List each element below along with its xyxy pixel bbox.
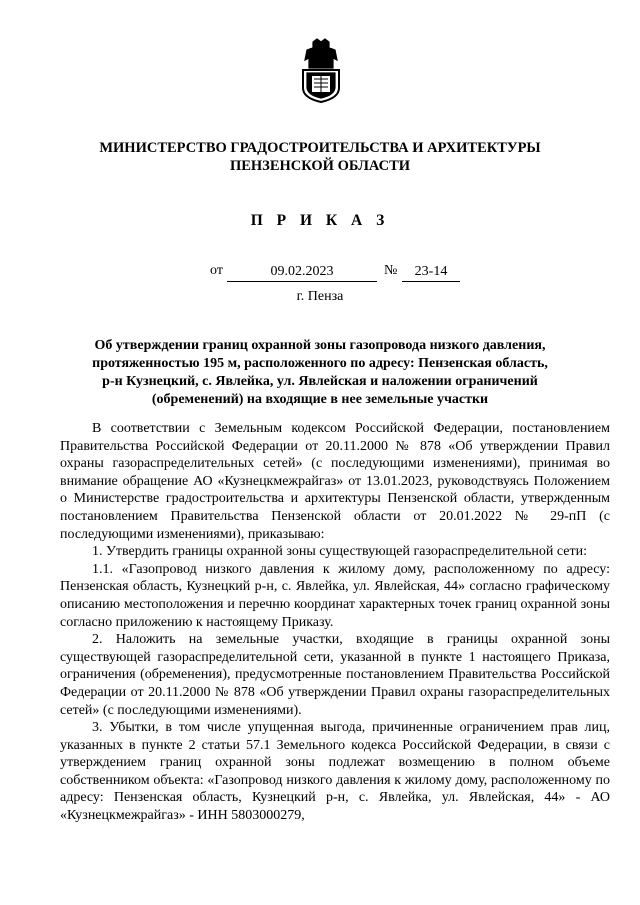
body-preamble: В соответствии с Земельным кодексом Российской Федерации, постановлением Правительства Российской Федерации от 20.11.2000 № 878 «Об утверждении Правил охраны газораспределительных сетей» (с последующими изменениями), принимая во внимание обращение АО «Кузнецкмежрайгаз» от 13.01.2023, руководствуясь Положением о Министерстве градостроительства и архитектуры Пензенской области, утвержденным постановлением Правительства Пензенской области от 20.01.2022 № 29-пП (с последующими изменениями), приказываю: — [60, 421, 610, 542]
subject-line2: протяженностью 195 м, расположенного по адресу: Пензенская область, — [92, 356, 548, 371]
subject-line1: Об утверждении границ охранной зоны газопровода низкого давления, — [94, 338, 546, 353]
date-prefix: от — [210, 263, 223, 278]
document-body — [60, 420, 610, 825]
document-type-title: П Р И К А З — [250, 212, 390, 229]
document-city: г. Пенза — [296, 289, 344, 304]
document-number: 23-14 — [402, 263, 460, 282]
ministry-title — [60, 139, 580, 175]
body-item-1: 1. Утвердить границы охранной зоны существующей газораспределительной сети: — [92, 544, 587, 560]
body-item-1-1: 1.1. «Газопровод низкого давления к жилому дому, расположенному по адресу: Пензенская область, Кузнецкий р-н, с. Явлейка, ул. Явлейская, 44» согласно графическому описанию местоположения и перечню координат характерных точек границ охранной зоны согласно приложению к настоящему Приказу. — [60, 561, 610, 630]
body-item-3: 3. Убытки, в том числе упущенная выгода, причиненные ограничением прав лиц, указанных в пункте 2 статьи 57.1 Земельного кодекса Российской Федерации, в связи с утверждением границ охранной зоны подлежат возмещению в полном объеме собственником объекта: «Газопровод низкого давления к жилому дому, расположенному по адресу: Пензенская область, Кузнецкий р-н, с. Явлейка, ул. Явлейская, 44» - АО «Кузнецкмежрайгаз» - ИНН 5803000279, — [60, 720, 610, 824]
number-prefix: № — [384, 263, 398, 278]
document-subject — [78, 337, 562, 409]
document-date: 09.02.2023 — [227, 263, 377, 282]
ministry-title-line2: ПЕНЗЕНСКОЙ ОБЛАСТИ — [229, 158, 411, 174]
ministry-title-line1: МИНИСТЕРСТВО ГРАДОСТРОИТЕЛЬСТВА И АРХИТЕКТУРЫ — [99, 140, 541, 156]
coat-of-arms-emblem — [299, 38, 343, 104]
subject-line3: р-н Кузнецкий, с. Явлейка, ул. Явлейская и наложении ограничений — [102, 374, 538, 389]
body-item-2: 2. Наложить на земельные участки, входящие в границы охранной зоны существующей газораспределительной сети, указанной в пункте 1 настоящего Приказа, ограничения (обременения), предусмотренные постановлением Правительства Российской Федерации от 20.11.2000 № 878 «Об утверждении Правил охраны газораспределительных сетей» (с последующими изменениями). — [60, 632, 610, 718]
subject-line4: (обременений) на входящие в нее земельные участки — [151, 392, 489, 407]
